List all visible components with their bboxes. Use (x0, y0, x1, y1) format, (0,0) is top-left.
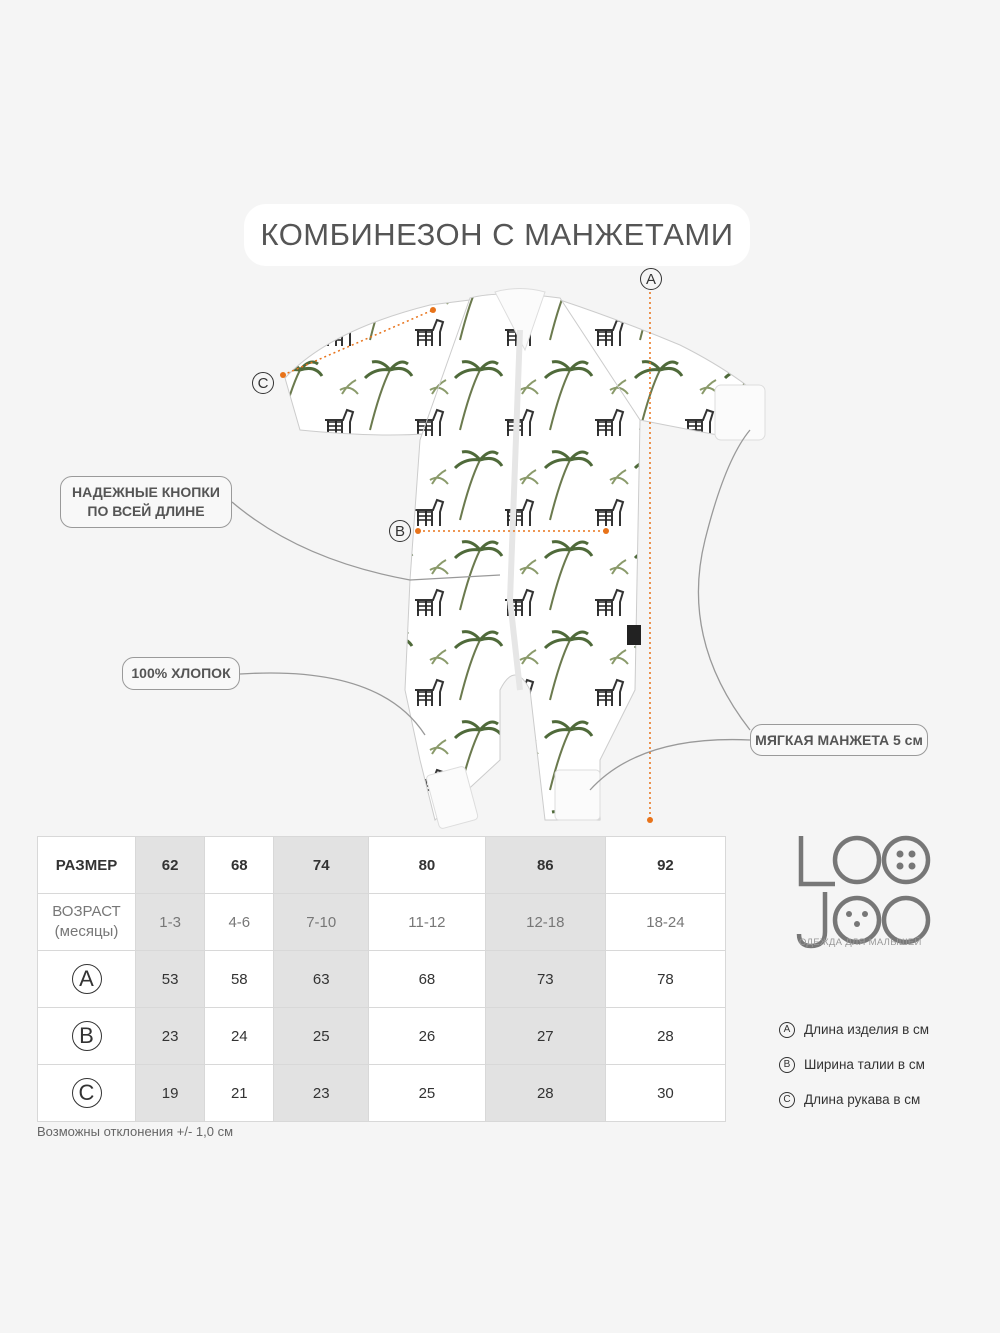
page-title: КОМБИНЕЗОН С МАНЖЕТАМИ (244, 204, 750, 266)
table-row-ages (38, 894, 726, 951)
legend-item (779, 1047, 929, 1082)
leader-cuff-sleeve (698, 430, 750, 730)
table-row-sizes (38, 837, 726, 894)
legend-marker: A (779, 1022, 795, 1038)
right-cuff (715, 385, 765, 440)
value-cell: 78 (605, 951, 725, 1008)
leader-cotton (240, 673, 425, 735)
callout-buttons-line2: ПО ВСЕЙ ДЛИНЕ (87, 503, 205, 519)
callout-buttons-line1: НАДЕЖНЫЕ КНОПКИ (72, 484, 220, 500)
table-row-b (38, 1008, 726, 1065)
size-table (37, 836, 726, 1122)
marker-b: B (72, 1021, 102, 1051)
value-cell: 23 (136, 1008, 205, 1065)
logo-subtitle: ОДЕЖДА ДЛЯ МАЛЫШЕЙ (799, 937, 922, 948)
legend-marker: B (779, 1057, 795, 1073)
leader-cuff-leg (590, 740, 750, 790)
age-cell: 11-12 (369, 894, 486, 951)
callout-cuff: МЯГКАЯ МАНЖЕТА 5 см (750, 724, 928, 756)
legend-item (779, 1082, 929, 1117)
age-cell: 12-18 (485, 894, 605, 951)
legend-marker: C (779, 1092, 795, 1108)
size-cell: 92 (605, 837, 725, 894)
value-cell: 63 (274, 951, 369, 1008)
dimension-marker-a: A (640, 268, 662, 290)
brand-tag (627, 625, 641, 645)
value-cell: 58 (205, 951, 274, 1008)
row-marker-cell (38, 1008, 136, 1065)
legend-text: Ширина талии в см (804, 1057, 925, 1072)
right-leg-cuff (555, 770, 600, 820)
marker-c: C (72, 1078, 102, 1108)
dimension-marker-b: B (389, 520, 411, 542)
legend-text: Длина рукава в см (804, 1092, 921, 1107)
size-cell: 86 (485, 837, 605, 894)
size-cell: 68 (205, 837, 274, 894)
size-cell: 80 (369, 837, 486, 894)
dimension-legend (779, 1012, 929, 1117)
value-cell: 25 (369, 1065, 486, 1122)
value-cell: 28 (605, 1008, 725, 1065)
age-cell: 1-3 (136, 894, 205, 951)
value-cell: 21 (205, 1065, 274, 1122)
age-header-line1: ВОЗРАСТ (52, 903, 121, 920)
row-marker-cell (38, 951, 136, 1008)
table-row-a (38, 951, 726, 1008)
brand-logo (795, 834, 935, 950)
legend-item (779, 1012, 929, 1047)
callout-buttons (60, 476, 232, 528)
value-cell: 28 (485, 1065, 605, 1122)
value-cell: 19 (136, 1065, 205, 1122)
value-cell: 26 (369, 1008, 486, 1065)
value-cell: 23 (274, 1065, 369, 1122)
table-row-c (38, 1065, 726, 1122)
size-header: РАЗМЕР (38, 837, 136, 894)
dimension-marker-c: C (252, 372, 274, 394)
age-cell: 4-6 (205, 894, 274, 951)
age-cell: 7-10 (274, 894, 369, 951)
value-cell: 30 (605, 1065, 725, 1122)
age-header (38, 894, 136, 951)
value-cell: 53 (136, 951, 205, 1008)
value-cell: 68 (369, 951, 486, 1008)
size-cell: 62 (136, 837, 205, 894)
callout-cotton: 100% ХЛОПОК (122, 657, 240, 690)
value-cell: 25 (274, 1008, 369, 1065)
value-cell: 24 (205, 1008, 274, 1065)
tolerance-note: Возможны отклонения +/- 1,0 см (37, 1124, 234, 1139)
value-cell: 73 (485, 951, 605, 1008)
marker-a: A (72, 964, 102, 994)
legend-text: Длина изделия в см (804, 1022, 930, 1037)
value-cell: 27 (485, 1008, 605, 1065)
age-cell: 18-24 (605, 894, 725, 951)
row-marker-cell (38, 1065, 136, 1122)
age-header-line2: (месяцы) (54, 923, 119, 940)
size-cell: 74 (274, 837, 369, 894)
